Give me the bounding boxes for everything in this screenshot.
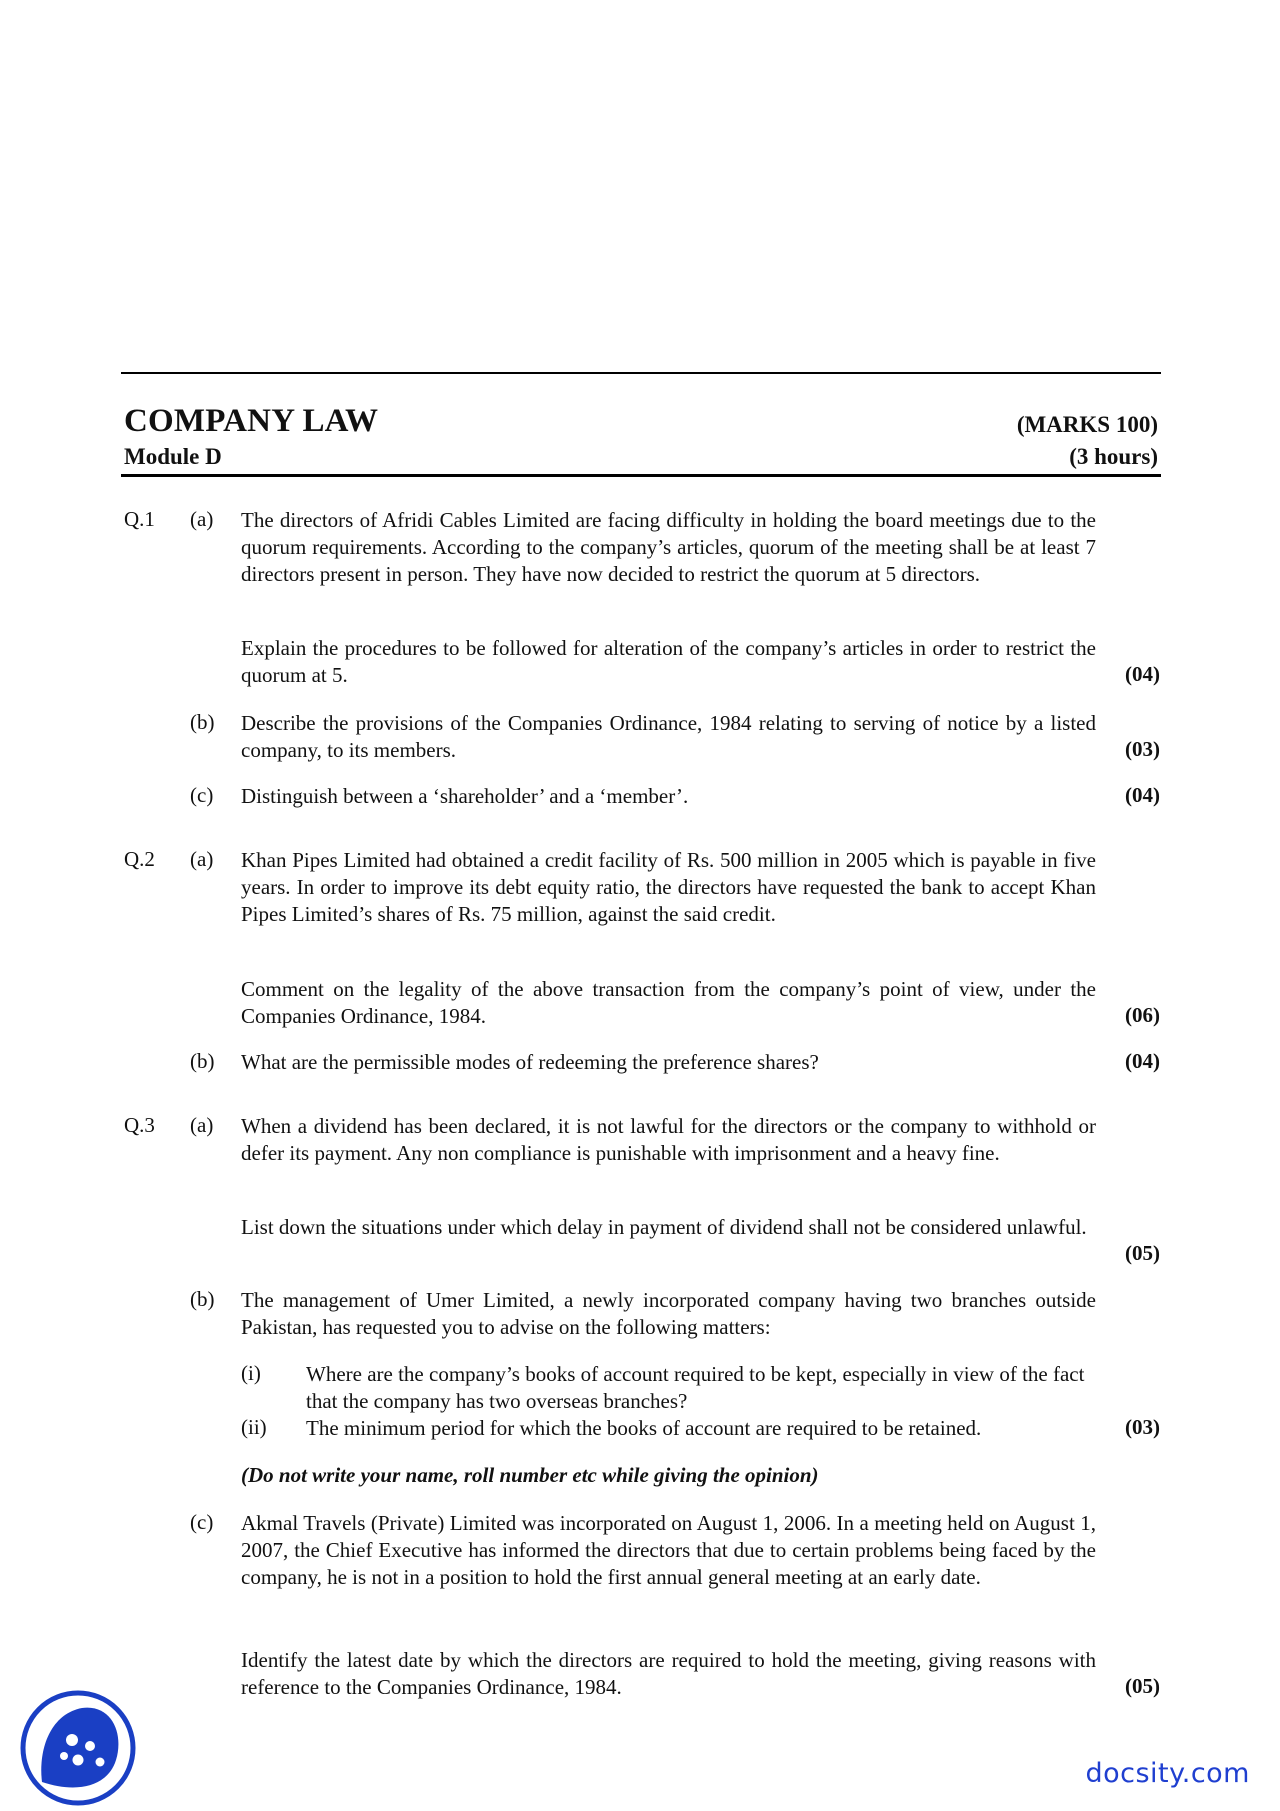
- header-rule: [121, 474, 1161, 477]
- part-label: (a): [190, 507, 214, 531]
- paper-title: COMPANY LAW: [124, 403, 379, 439]
- part-label: (b): [190, 710, 215, 734]
- question-text: Describe the provisions of the Companies Ordinance, 1984 relating to serving of notice by a listed company, to its members.: [241, 711, 1096, 763]
- duration-label: (3 hours): [1069, 444, 1158, 469]
- marks-label: (05): [1125, 1674, 1160, 1698]
- question-text: The directors of Afridi Cables Limited are facing difficulty in holding the board meetings due to the quorum requirements. According to the company’s articles, quorum of the meeting shall be at least 7 directors present in person. They have now decided to restrict the quorum at 5 directors.: [241, 508, 1096, 587]
- question-text: The management of Umer Limited, a newly incorporated company having two branches outside Pakistan, has requested you to advise on the following matters:: [241, 1288, 1096, 1340]
- question-number: Q.3: [124, 1113, 155, 1137]
- part-label: (b): [190, 1049, 215, 1073]
- question-text: Comment on the legality of the above transaction from the company’s point of view, under the Companies Ordinance, 1984.: [241, 977, 1096, 1029]
- marks-label: (03): [1125, 737, 1160, 761]
- marks-label: (04): [1125, 783, 1160, 807]
- question-text: Akmal Travels (Private) Limited was incorporated on August 1, 2006. In a meeting held on August 1, 2007, the Chief Executive has informed the directors that due to certain problems being faced by the company, he is not in a position to hold the first annual general meeting at an early date.: [241, 1511, 1096, 1590]
- question-text: Identify the latest date by which the directors are required to hold the meeting, giving reasons with reference to the Companies Ordinance, 1984.: [241, 1648, 1096, 1700]
- part-label: (c): [190, 783, 214, 807]
- instruction-note: (Do not write your name, roll number etc while giving the opinion): [241, 1463, 819, 1487]
- watermark-text: docsity.com: [1085, 1758, 1250, 1789]
- question-number: Q.1: [124, 507, 155, 531]
- question-text: Distinguish between a ‘shareholder’ and a ‘member’.: [241, 784, 689, 808]
- part-label: (b): [190, 1287, 215, 1311]
- marks-label: (03): [1125, 1415, 1160, 1439]
- sub-item-label: (i): [241, 1361, 261, 1385]
- part-label: (a): [190, 1113, 214, 1137]
- marks-label: (06): [1125, 1003, 1160, 1027]
- question-text: Khan Pipes Limited had obtained a credit facility of Rs. 500 million in 2005 which is payable in five years. In order to improve its debt equity ratio, the directors have requested the bank to accept Khan Pipes Limited’s shares of Rs. 75 million, against the said credit.: [241, 848, 1096, 927]
- question-text: Explain the procedures to be followed for alteration of the company’s articles in order to restrict the quorum at 5.: [241, 636, 1096, 688]
- question-number: Q.2: [124, 847, 155, 871]
- marks-label: (05): [1125, 1241, 1160, 1265]
- module-label: Module D: [124, 444, 222, 469]
- question-text: List down the situations under which delay in payment of dividend shall not be considered unlawful.: [241, 1215, 1087, 1239]
- question-text: What are the permissible modes of redeeming the preference shares?: [241, 1050, 819, 1074]
- part-label: (a): [190, 847, 214, 871]
- docsity-logo-icon: [20, 1690, 136, 1806]
- sub-item-text: Where are the company’s books of account required to be kept, especially in view of the fact that the company has two overseas branches?: [306, 1362, 1085, 1414]
- marks-label: (04): [1125, 1049, 1160, 1073]
- question-text: When a dividend has been declared, it is not lawful for the directors or the company to withhold or defer its payment. Any non compliance is punishable with imprisonment and a heavy fine.: [241, 1114, 1096, 1166]
- sub-item-label: (ii): [241, 1415, 267, 1439]
- marks-label: (04): [1125, 662, 1160, 686]
- sub-item-text: The minimum period for which the books of account are required to be retained.: [306, 1416, 982, 1440]
- total-marks: (MARKS 100): [1016, 412, 1158, 437]
- part-label: (c): [190, 1510, 214, 1534]
- top-rule: [121, 372, 1161, 374]
